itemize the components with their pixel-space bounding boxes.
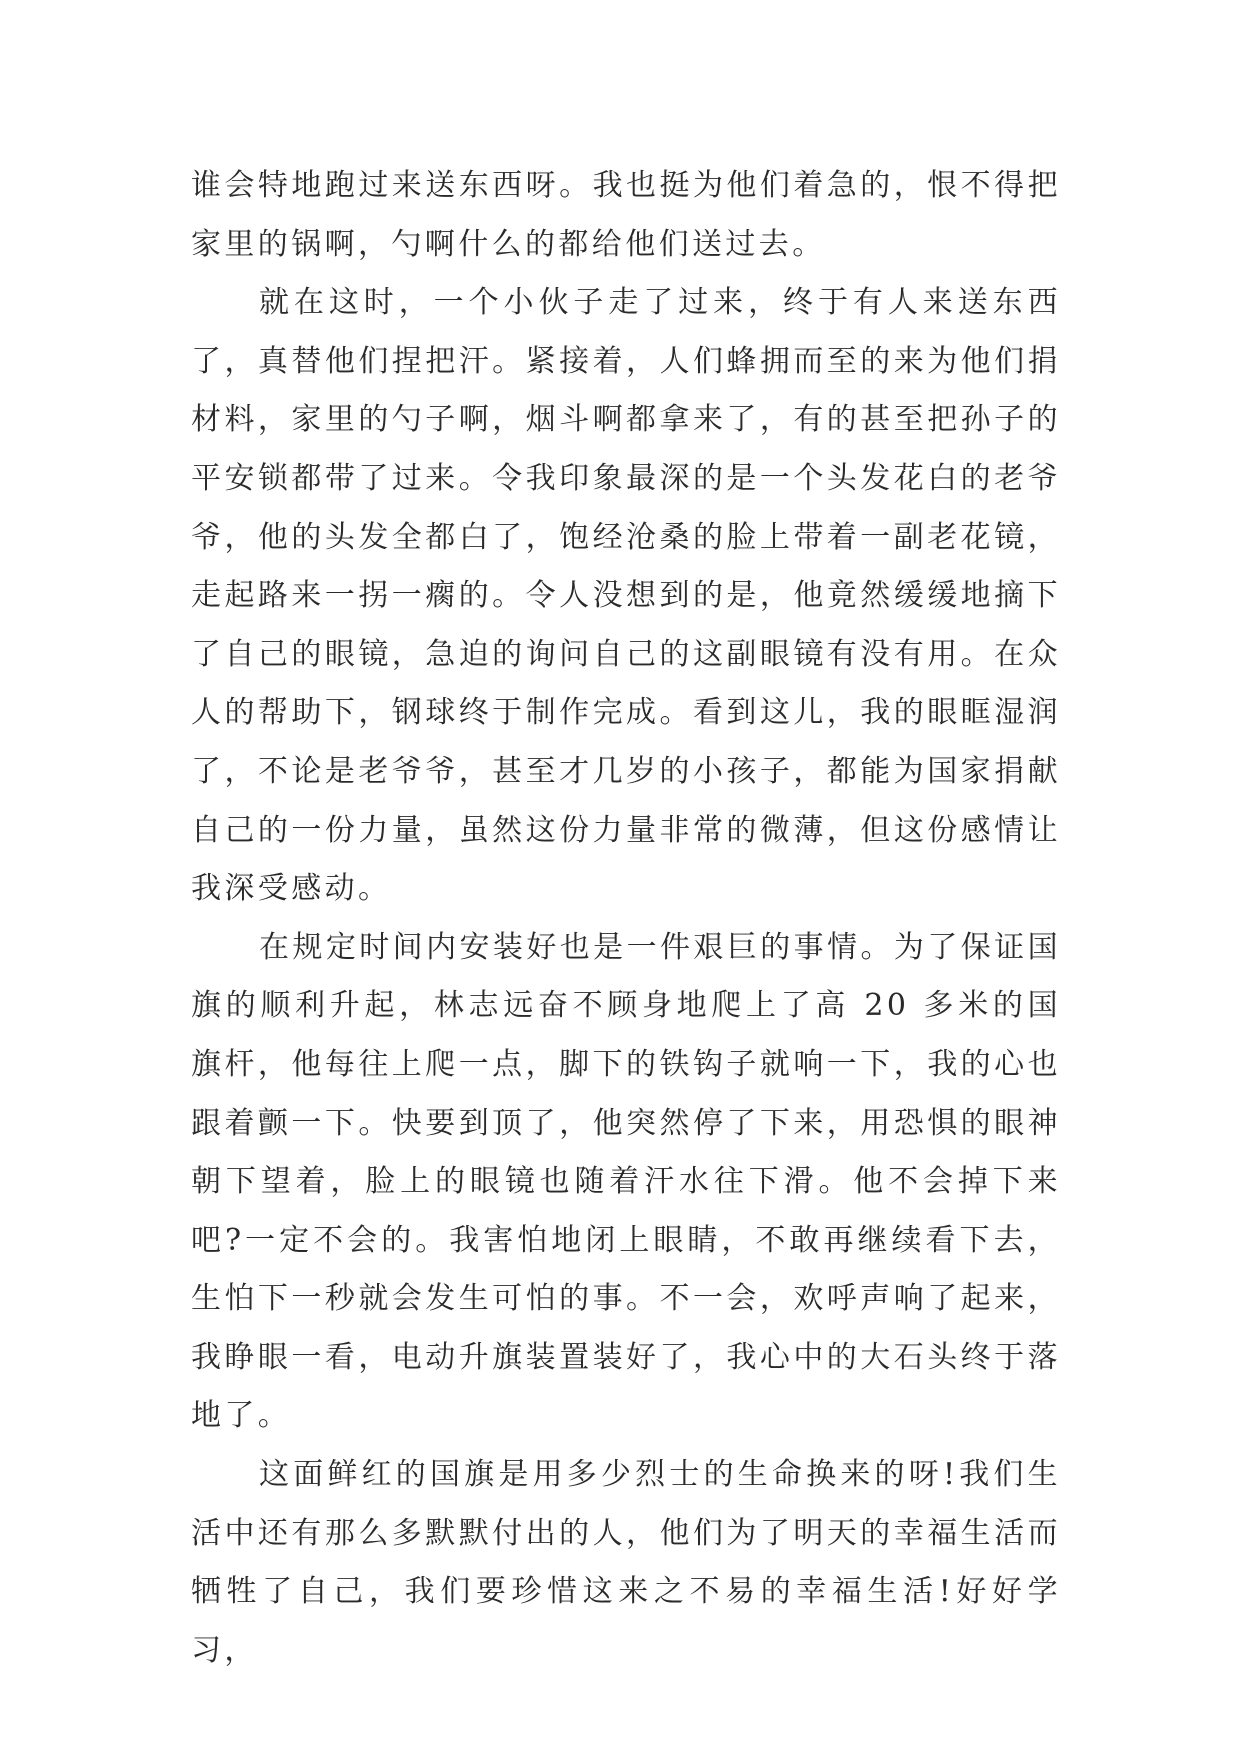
essay-body <box>191 157 1061 1680</box>
paragraph-2: 就在这时，一个小伙子走了过来，终于有人来送东西了，真替他们捏把汗。紧接着，人们蜂拥而至的来为他们捐材料，家里的勺子啊，烟斗啊都拿来了，有的甚至把孙子的平安锁都带了过来。令我印象最深的是一个头发花白的老爷爷，他的头发全都白了，饱经沧桑的脸上带着一副老花镜，走起路来一拐一瘸的。令人没想到的是，他竟然缓缓地摘下了自己的眼镜，急迫的询问自己的这副眼镜有没有用。在众人的帮助下，钢球终于制作完成。看到这儿，我的眼眶湿润了，不论是老爷爷，甚至才几岁的小孩子，都能为国家捐献自己的一份力量，虽然这份力量非常的微薄，但这份感情让我深受感动。 <box>191 285 1061 907</box>
paragraph-3: 在规定时间内安装好也是一件艰巨的事情。为了保证国旗的顺利升起，林志远奋不顾身地爬上了高 20 多米的国旗杆，他每往上爬一点，脚下的铁钩子就响一下，我的心也跟着颤一下。快要到顶了，他突然停了下来，用恐惧的眼神朝下望着，脸上的眼镜也随着汗水往下滑。他不会掉下来吧?一定不会的。我害怕地闭上眼睛，不敢再继续看下去，生怕下一秒就会发生可怕的事。不一会，欢呼声响了起来，我睁眼一看，电动升旗装置装好了，我心中的大石头终于落地了。 <box>191 929 1061 1434</box>
paragraph-1: 谁会特地跑过来送东西呀。我也挺为他们着急的，恨不得把家里的锅啊，勺啊什么的都给他们送过去。 <box>191 168 1061 262</box>
paragraph-4: 这面鲜红的国旗是用多少烈士的生命换来的呀!我们生活中还有那么多默默付出的人，他们为了明天的幸福生活而牺牲了自己，我们要珍惜这来之不易的幸福生活!好好学习， <box>191 1457 1061 1668</box>
